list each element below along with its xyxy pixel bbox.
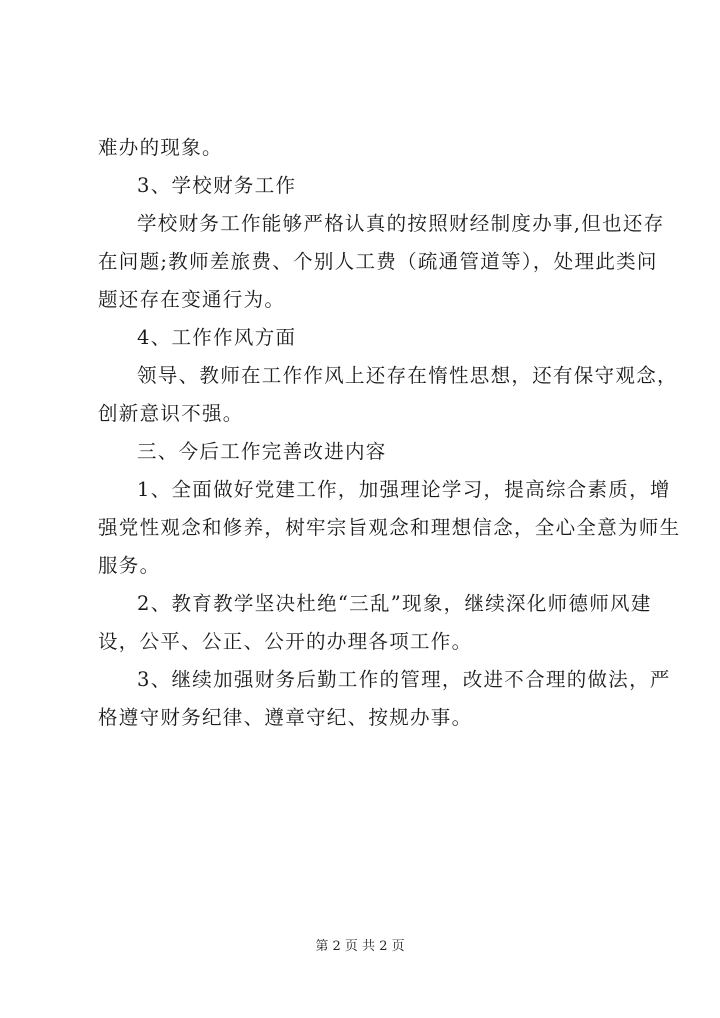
text-line: 设，公平、公正、公开的办理各项工作。 — [98, 630, 473, 653]
document-body — [98, 133, 681, 733]
text-line: 难办的现象。 — [98, 136, 223, 159]
text-line: 领导、教师在工作作风上还存在惰性思想，还有保守观念， — [137, 364, 678, 387]
section-heading: 4、工作作风方面 — [137, 326, 297, 349]
text-line: 强党性观念和修养，树牢宗旨观念和理想信念，全心全意为师生 — [98, 516, 681, 539]
text-line: 在问题;教师差旅费、个别人工费（疏通管道等），处理此类问 — [98, 250, 658, 273]
text-line: 题还存在变通行为。 — [98, 288, 286, 311]
text-line: 1、全面做好党建工作，加强理论学习，提高综合素质，增 — [137, 478, 671, 501]
text-line: 3、继续加强财务后勤工作的管理，改进不合理的做法，严 — [137, 668, 671, 691]
page-number-footer: 第 2 页 共 2 页 — [315, 939, 405, 954]
text-line: 创新意识不强。 — [98, 402, 244, 425]
text-line: 学校财务工作能够严格认真的按照财经制度办事,但也还存 — [137, 212, 665, 235]
text-line: 2、教育教学坚决杜绝“三乱”现象，继续深化师德师风建 — [137, 592, 652, 615]
text-line: 格遵守财务纪律、遵章守纪、按规办事。 — [98, 706, 473, 729]
section-heading: 三、今后工作完善改进内容 — [137, 440, 387, 463]
text-line: 服务。 — [98, 554, 161, 577]
section-heading: 3、学校财务工作 — [137, 174, 297, 197]
